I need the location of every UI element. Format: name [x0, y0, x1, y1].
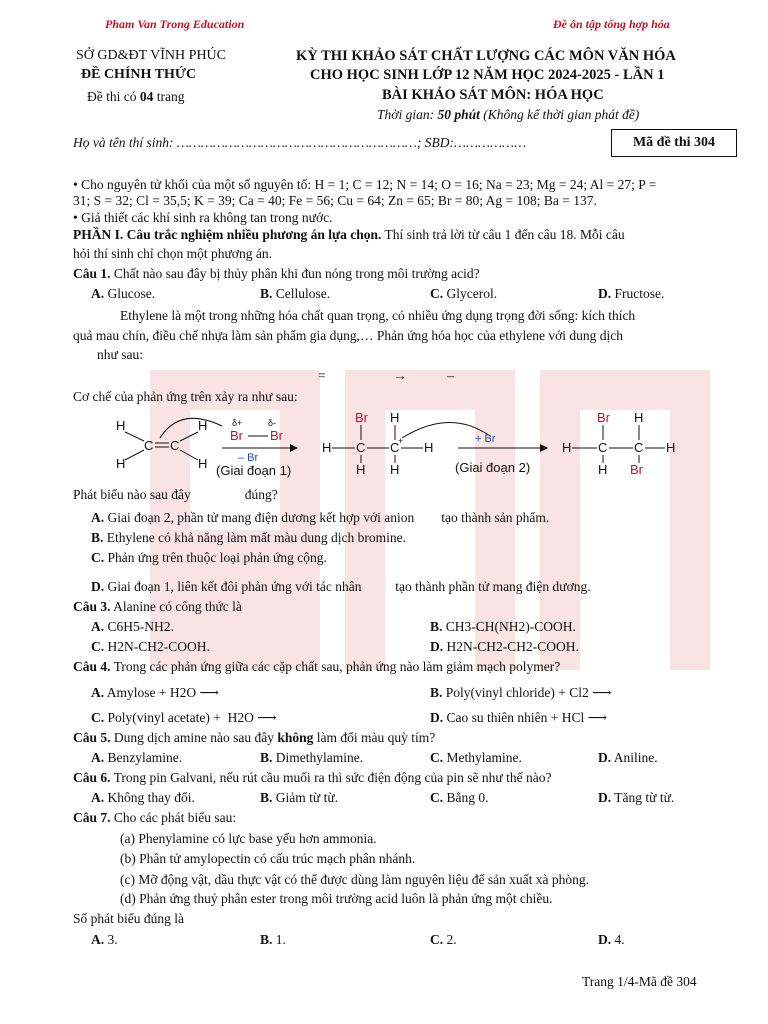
question-3: Câu 3. Alanine có công thức là	[73, 599, 242, 614]
q2-mechanism-intro: Cơ chế của phản ứng trên xảy ra như sau:	[73, 389, 298, 404]
page-footer: Trang 1/4-Mã đề 304	[582, 974, 697, 989]
svg-text:Br: Br	[597, 410, 610, 425]
q1-option-d[interactable]: D. Fructose.	[598, 286, 665, 301]
arrow-icon: ⟶	[257, 710, 277, 725]
exam-subtitle: CHO HỌC SINH LỚP 12 NĂM HỌC 2024-2025 - LẦN 1	[310, 67, 665, 83]
svg-text:H: H	[198, 456, 208, 471]
q4-option-d[interactable]: D. Cao su thiên nhiên + HCl ⟶	[430, 710, 607, 725]
department: SỞ GD&ĐT VĨNH PHÚC	[76, 48, 227, 63]
q1-option-c[interactable]: C. Glycerol.	[430, 286, 498, 301]
atomic-mass-note-2: 31; S = 32; Cl = 35,5; K = 39; Ca = 40; Fe = 56; Cu = 64; Zn = 65; Br = 80; Ag = 108; Ba = 137.	[73, 193, 597, 208]
q7-option-a[interactable]: A. 3.	[91, 932, 118, 947]
question-1: Câu 1. Chất nào sau đây bị thủy phân khi đun nóng trong môi trường acid?	[73, 266, 480, 281]
reaction-mechanism-diagram	[110, 408, 690, 480]
question-5: Câu 5. Dung dịch amine nào sau đây không làm đổi màu quỳ tím?	[73, 730, 436, 745]
brand-left: Pham Van Trong Education	[105, 17, 245, 31]
q2-option-b[interactable]: B. Ethylene có khả năng làm mất màu dung dịch bromine.	[91, 530, 406, 545]
svg-text:H: H	[424, 440, 434, 455]
svg-text:Br: Br	[270, 428, 283, 443]
brand-right: Đề ôn tập tổng hợp hóa	[553, 17, 670, 31]
q5-option-d[interactable]: D. Aniline.	[598, 750, 658, 765]
svg-text:+ Br: + Br	[475, 433, 496, 445]
question-7: Câu 7. Cho các phát biểu sau:	[73, 810, 237, 825]
q4-option-c[interactable]: C. Poly(vinyl acetate) + H2O ⟶	[91, 710, 277, 725]
q1-option-a[interactable]: A. Glucose.	[91, 286, 156, 301]
svg-text:δ+: δ+	[232, 418, 243, 428]
q6-option-c[interactable]: C. Bằng 0.	[430, 790, 489, 805]
q7-statement-d: (d) Phản ứng thuỷ phân ester trong môi trường acid luôn là phản ứng một chiều.	[120, 891, 553, 906]
official-label: ĐỀ CHÍNH THỨC	[81, 67, 197, 82]
q6-option-b[interactable]: B. Giảm từ từ.	[260, 790, 339, 805]
q7-statement-a: (a) Phenylamine có lực base yếu hơn ammonia.	[120, 831, 377, 846]
part1-heading: PHẦN I. Câu trắc nghiệm nhiều phương án lựa chọn. Thí sinh trả lời từ câu 1 đến câu 18. Mỗi câu	[73, 227, 625, 242]
svg-text:Br: Br	[230, 428, 243, 443]
svg-text:H: H	[198, 418, 208, 433]
svg-text:H: H	[666, 440, 676, 455]
svg-text:+: +	[398, 436, 404, 446]
question-4: Câu 4. Trong các phản ứng giữa các cặp chất sau, phản ứng nào làm giảm mạch polymer?	[73, 659, 561, 674]
q6-option-a[interactable]: A. Không thay đổi.	[91, 790, 195, 805]
page-count: Đề thi có 04 trang	[87, 89, 185, 104]
q2-option-d[interactable]: D. Giai đoạn 1, liên kết đôi phản ứng với tác nhân tạo thành phần tử mang điện dương.	[91, 579, 591, 594]
svg-text:H: H	[322, 440, 332, 455]
svg-text:C: C	[170, 438, 180, 453]
q3-option-d[interactable]: D. H2N-CH2-CH2-COOH.	[430, 639, 579, 654]
svg-text:δ-: δ-	[268, 418, 277, 428]
q2-question: Phát biểu nào sau đây đúng?	[73, 487, 278, 502]
question-6: Câu 6. Trong pin Galvani, nếu rút cầu muối ra thì sức điện động của pin sẽ như thế nào?	[73, 770, 552, 785]
svg-text:H: H	[390, 462, 400, 477]
gas-note: • Giả thiết các khí sinh ra không tan trong nước.	[73, 210, 333, 225]
time-allowed: Thời gian: 50 phút (Không kể thời gian phát đề)	[377, 107, 640, 122]
q3-option-a[interactable]: A. C6H5-NH2.	[91, 619, 174, 634]
q4-option-b[interactable]: B. Poly(vinyl chloride) + Cl2 ⟶	[430, 685, 612, 700]
svg-text:H: H	[562, 440, 572, 455]
student-info-line: Họ và tên thí sinh: ……………………………………………………; SBD:………………	[73, 135, 527, 150]
arrow-icon: ⟶	[592, 685, 612, 700]
q7-option-d[interactable]: D. 4.	[598, 932, 625, 947]
q2-intro-1: Ethylene là một trong những hóa chất quan trọng, có nhiều ứng dụng trọng đời sống: kích thích	[120, 308, 636, 323]
q1-option-b[interactable]: B. Cellulose.	[260, 286, 331, 301]
svg-text:C: C	[390, 440, 400, 455]
q7-option-b[interactable]: B. 1.	[260, 932, 286, 947]
exam-title: KỲ THI KHẢO SÁT CHẤT LƯỢNG CÁC MÔN VĂN HÓA	[296, 48, 676, 64]
q4-option-a[interactable]: A. Amylose + H2O ⟶	[91, 685, 219, 700]
q5-option-b[interactable]: B. Dimethylamine.	[260, 750, 364, 765]
svg-text:H: H	[116, 456, 126, 471]
part1-instruction: hỏi thí sinh chỉ chọn một phương án.	[73, 246, 272, 261]
q3-option-c[interactable]: C. H2N-CH2-COOH.	[91, 639, 210, 654]
arrow-icon: ⟶	[587, 710, 607, 725]
svg-text:– Br: – Br	[238, 452, 259, 464]
q5-option-a[interactable]: A. Benzylamine.	[91, 750, 183, 765]
svg-text:C: C	[598, 440, 608, 455]
q2-intro-3: như sau:	[97, 347, 143, 362]
q2-option-a[interactable]: A. Giai đoạn 2, phần tử mang điện dương kết hợp với anion tạo thành sản phẩm.	[91, 510, 550, 525]
q7-ask: Số phát biểu đúng là	[73, 911, 184, 926]
svg-text:Br: Br	[355, 410, 368, 425]
svg-text:H: H	[116, 418, 126, 433]
q7-option-c[interactable]: C. 2.	[430, 932, 457, 947]
q7-statement-c: (c) Mỡ động vật, dầu thực vật có thể được dùng làm nguyên liệu để sản xuất xà phòng.	[120, 872, 590, 887]
svg-text:Br: Br	[630, 462, 643, 477]
q6-option-d[interactable]: D. Tăng từ từ.	[598, 790, 675, 805]
q2-option-c[interactable]: C. Phản ứng trên thuộc loại phản ứng cộng.	[91, 550, 327, 565]
svg-text:H: H	[598, 462, 608, 477]
svg-text:H: H	[390, 410, 400, 425]
subject-title: BÀI KHẢO SÁT MÔN: HÓA HỌC	[382, 87, 604, 103]
atomic-mass-note-1: • Cho nguyên tử khối của một số nguyên tố: H = 1; C = 12; N = 14; O = 16; Na = 23; Mg = 24; Al = 27; P =	[73, 177, 657, 192]
svg-text:C: C	[356, 440, 366, 455]
arrow-icon: ⟶	[199, 685, 219, 700]
q3-option-b[interactable]: B. CH3-CH(NH2)-COOH.	[430, 619, 576, 634]
svg-text:(Giai đoạn 1): (Giai đoạn 1)	[216, 463, 292, 478]
svg-text:(Giai đoạn 2): (Giai đoạn 2)	[455, 460, 531, 475]
q7-statement-b: (b) Phân tử amylopectin có cấu trúc mạch phân nhánh.	[120, 851, 416, 866]
q2-equation: = → –	[318, 368, 454, 383]
svg-text:C: C	[144, 438, 154, 453]
q2-intro-2: quả mau chín, điều chế nhựa làm sản phẩm gia dụng,… Phản ứng hóa học của ethylene với dung dịch	[73, 328, 624, 343]
svg-text:C: C	[634, 440, 644, 455]
q5-option-c[interactable]: C. Methylamine.	[430, 750, 522, 765]
exam-code-box: Mã đề thi 304	[611, 129, 737, 157]
svg-text:H: H	[356, 462, 366, 477]
svg-text:H: H	[634, 410, 644, 425]
